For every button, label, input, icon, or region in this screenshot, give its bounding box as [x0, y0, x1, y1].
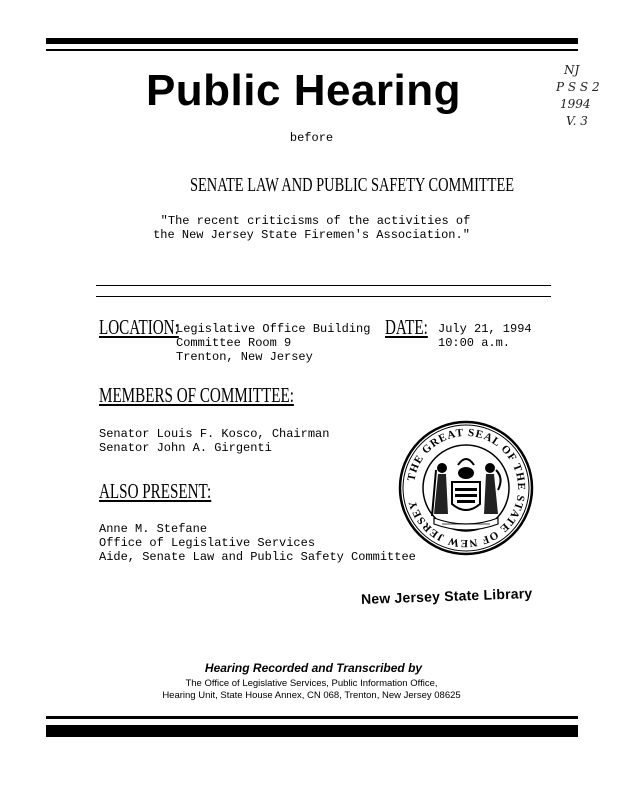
list-item: Senator Louis F. Kosco, Chairman — [99, 427, 330, 441]
before-text: before — [289, 131, 334, 145]
footer-office — [0, 678, 623, 702]
footer-line: The Office of Legislative Services, Public Information Office, — [185, 678, 438, 689]
footer-line: Hearing Recorded and Transcribed by — [204, 661, 423, 675]
hearing-subject — [0, 214, 623, 242]
handwritten-line: P S S 2 — [556, 80, 600, 94]
location-line: Committee Room 9 — [176, 336, 292, 350]
also-present-heading: ALSO PRESENT: — [99, 479, 212, 503]
date-label: DATE: — [385, 315, 428, 339]
subject-line: the New Jersey State Firemen's Association." — [153, 228, 470, 242]
location-label: LOCATION: — [99, 315, 179, 339]
members-list — [99, 427, 329, 455]
date-line: 10:00 a.m. — [438, 336, 511, 350]
separator-line — [96, 296, 551, 297]
separator-line — [96, 285, 551, 286]
handwritten-annotation — [556, 62, 616, 130]
footer-recorded-by — [2, 661, 623, 675]
state-seal-image — [398, 420, 534, 556]
handwritten-line: 1994 — [560, 97, 591, 111]
page-title: Public Hearing — [145, 66, 462, 115]
list-item: Aide, Senate Law and Public Safety Committee — [99, 550, 416, 564]
date-line: July 21, 1994 — [438, 322, 532, 336]
subject-line: "The recent criticisms of the activities of — [160, 214, 471, 228]
also-present-list — [99, 522, 416, 564]
handwritten-line: V. 3 — [566, 114, 588, 128]
svg-text:THE GREAT SEAL OF THE STATE OF: THE GREAT SEAL OF THE STATE OF NEW JERSEY — [405, 426, 528, 550]
library-stamp: New Jersey State Library — [360, 585, 533, 607]
location-line: Legislative Office Building — [176, 322, 371, 336]
bottom-rule-thin — [46, 716, 578, 719]
location-details — [176, 322, 370, 364]
list-item: Anne M. Stefane — [99, 522, 208, 536]
list-item: Senator John A. Girgenti — [99, 441, 272, 455]
location-line: Trenton, New Jersey — [176, 350, 313, 364]
bottom-rule-thick — [46, 725, 578, 737]
list-item: Office of Legislative Services — [99, 536, 316, 550]
date-details — [438, 322, 532, 350]
handwritten-line: NJ — [564, 63, 580, 77]
committee-name: SENATE LAW AND PUBLIC SAFETY COMMITTEE — [190, 174, 515, 196]
top-rule-thick — [46, 38, 578, 44]
top-rule-thin — [46, 49, 578, 51]
footer-line: Hearing Unit, State House Annex, CN 068, Trenton, New Jersey 08625 — [162, 690, 461, 701]
members-heading: MEMBERS OF COMMITTEE: — [99, 383, 294, 407]
